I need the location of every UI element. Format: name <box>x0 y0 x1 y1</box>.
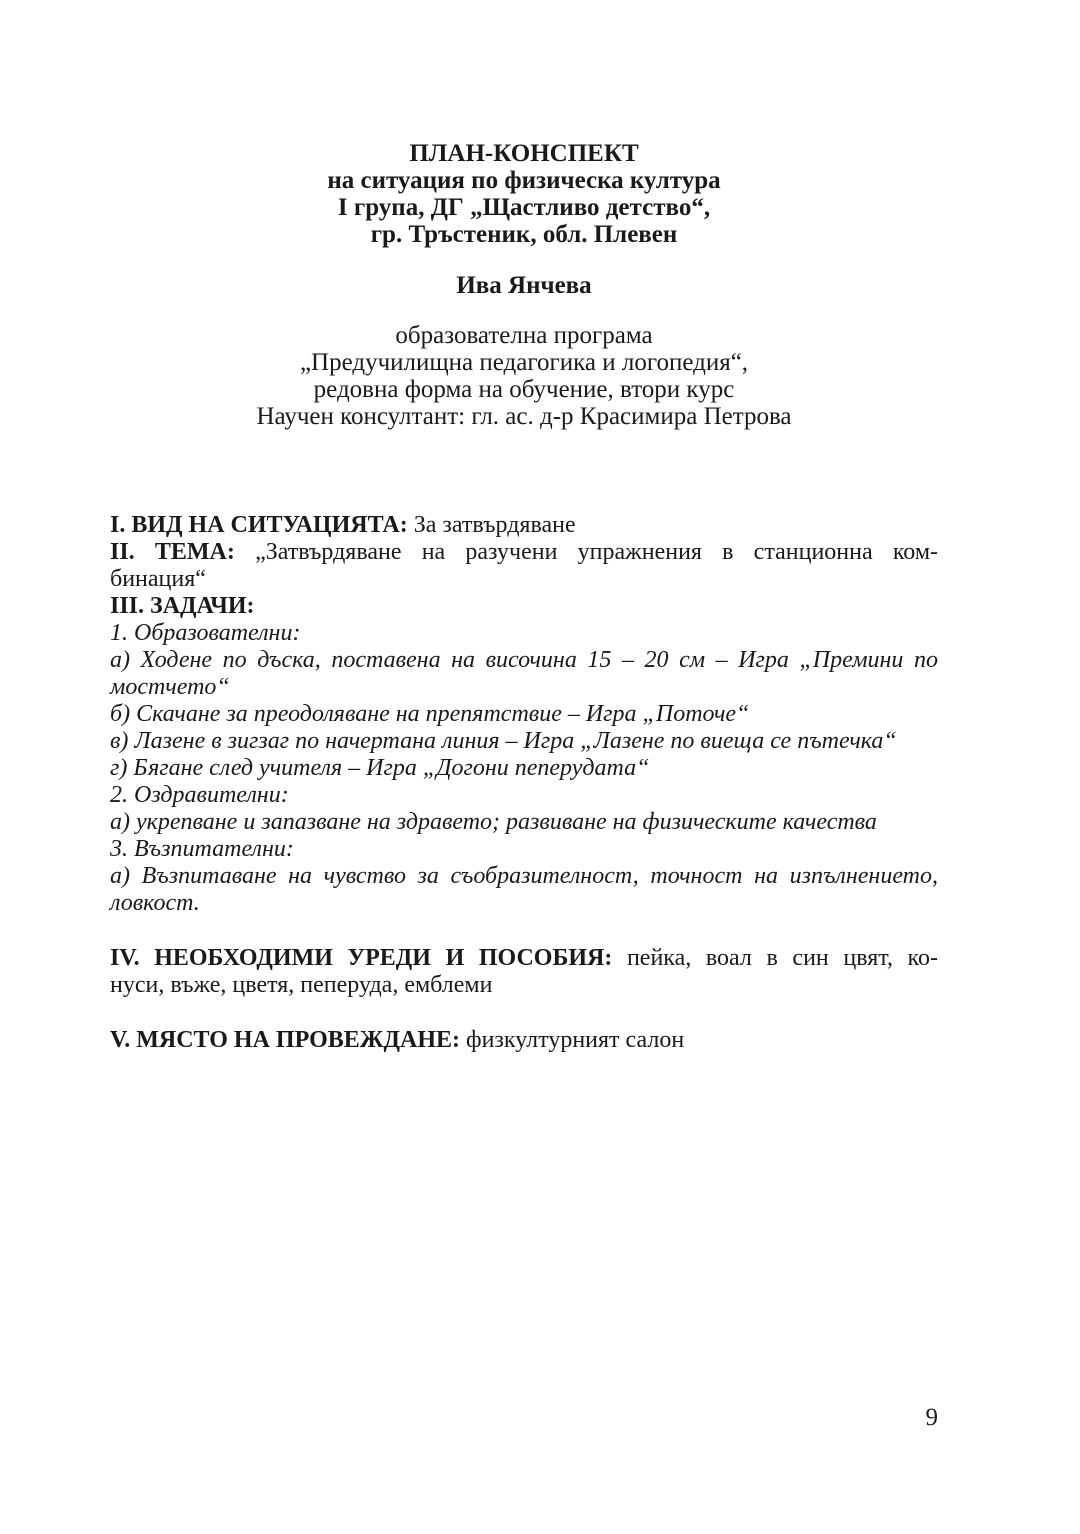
task-item: а) Ходене по дъска, поставена на височина 15 – 20 см – Игра „Премини по <box>110 647 938 673</box>
task-item: г) Бягане след учителя – Игра „Догони пеперудата“ <box>110 755 650 781</box>
section-label: I. ВИД НА СИТУАЦИЯТА: <box>110 512 408 538</box>
section-value: „Затвърдяване на разучени упражнения в станционна ком- <box>234 539 938 565</box>
paragraph-gap <box>110 917 938 945</box>
program-line-3: редовна форма на обучение, втори курс <box>313 376 735 403</box>
body-content <box>110 512 938 1054</box>
task-item: в) Лазене в зигзаг по начертана линия – Игра „Лазене по виеща се пътечка“ <box>110 728 897 754</box>
task-item: мостчето“ <box>110 674 230 700</box>
section-situation-type <box>110 512 938 539</box>
section-label: II. ТЕМА: <box>110 539 235 565</box>
document-subtitle-3: гр. Тръстеник, обл. Плевен <box>370 221 678 248</box>
task-item: 1. Образователни: <box>110 620 301 646</box>
section-venue <box>110 1027 938 1054</box>
section-label: IV. НЕОБХОДИМИ УРЕДИ И ПОСОБИЯ: <box>110 945 613 971</box>
section-label: V. МЯСТО НА ПРОВЕЖДАНЕ: <box>110 1027 461 1053</box>
title-block <box>110 140 938 248</box>
document-subtitle-1: на ситуация по физическа култура <box>327 167 721 194</box>
document-subtitle-2: I група, ДГ „Щастливо детство“, <box>337 194 711 221</box>
paragraph-gap <box>110 999 938 1027</box>
task-item: ловкост. <box>110 890 200 916</box>
program-line-4: Научен консултант: гл. ас. д-р Красимира Петрова <box>256 403 792 430</box>
section-equipment-line-1 <box>110 945 938 972</box>
program-line-2: „Предучилищна педагогика и логопедия“, <box>299 349 749 376</box>
section-equipment-line-2: нуси, въже, цветя, пеперуда, емблеми <box>110 972 493 998</box>
section-theme-line-2: бинация“ <box>110 566 206 592</box>
task-item: а) Възпитаване на чувство за съобразителност, точност на изпълнението, <box>110 863 938 889</box>
document-title: ПЛАН-КОНСПЕКТ <box>409 140 639 167</box>
section-value: За затвърдяване <box>407 512 576 538</box>
task-item: 2. Оздравителни: <box>110 782 289 808</box>
program-line-1: образователна програма <box>395 322 653 349</box>
author-name: Ива Янчева <box>456 272 592 299</box>
section-theme-line-1 <box>110 539 938 566</box>
section-value: пейка, воал в син цвят, ко- <box>612 945 938 971</box>
task-item: а) укрепване и запазване на здравето; развиване на физическите качества <box>110 809 877 835</box>
section-tasks-label: III. ЗАДАЧИ: <box>110 593 255 619</box>
task-item: 3. Възпитателни: <box>110 836 294 862</box>
section-value: физкултурният салон <box>460 1027 685 1053</box>
task-item: б) Скачане за преодоляване на препятствие – Игра „Поточе“ <box>110 701 750 727</box>
program-block <box>110 322 938 430</box>
page-number: 9 <box>925 1404 938 1431</box>
